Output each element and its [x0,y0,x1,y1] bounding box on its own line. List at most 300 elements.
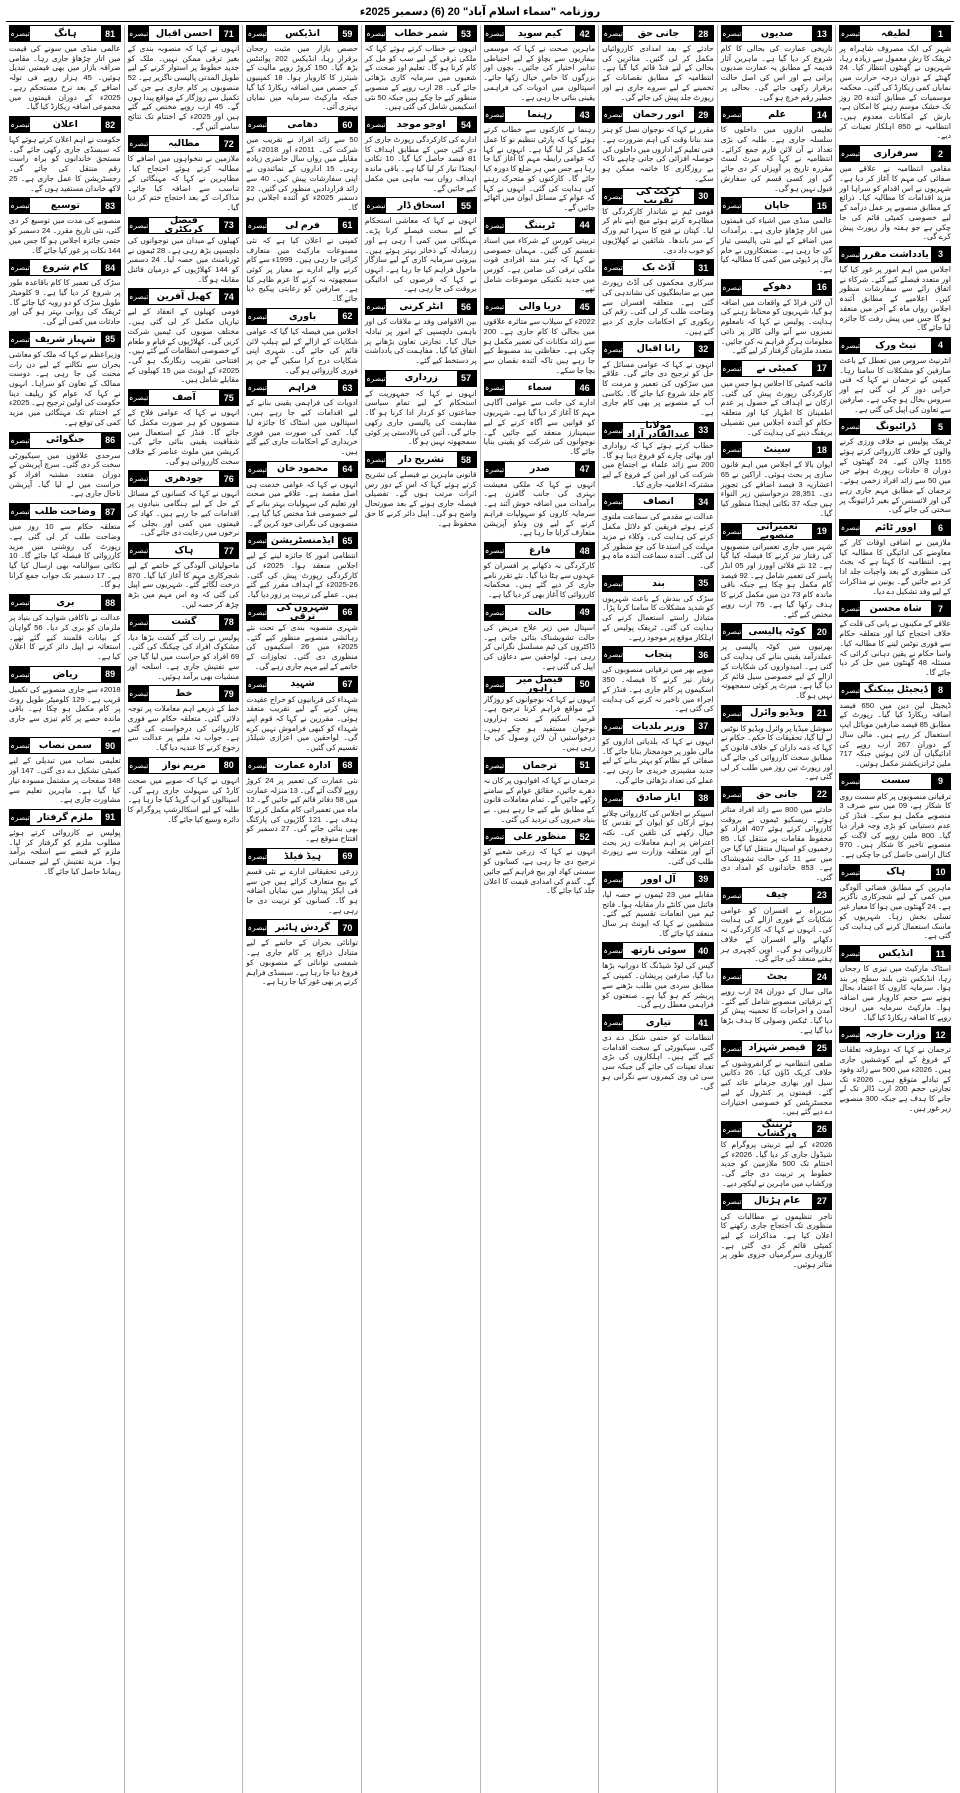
news-item-tag: تبصرہ [247,849,267,864]
news-item[interactable] [9,666,121,734]
news-item[interactable] [128,614,240,682]
news-item-title: کیم سوید [517,27,562,39]
news-item-title: ترجمان [522,759,557,771]
news-item-body: وزیراعظم نے کہا کہ ملک کو معاشی بحران سے نکالنے کے لیے دن رات محنت کی جا رہی ہے۔ دوست ممالک کے تعاون کو سراہا۔ انہوں نے کہا کہ عوام کو ریلیف دینا حکومت کی اولین ترجیح ہے۔ 2025ء کے اختتام تک مہنگائی میں مزید کمی کی توقع ہے۔ [9,349,121,427]
news-item-body: زرعی تحقیقاتی ادارے نے نئی قسم کے بیج متعارف کرائے ہیں جن سے فی ایکڑ پیداوار میں نمایاں اضافہ ہو گا۔ کسانوں کو تربیت دی جا رہی ہے۔ [246,866,358,915]
news-item[interactable] [246,461,358,529]
news-item[interactable] [246,919,358,987]
news-item[interactable] [721,705,833,782]
news-item-tag: تبصرہ [603,719,623,734]
news-item-header [128,288,240,305]
news-item-body: سربراہ نے افسران کو عوامی شکایات کے فوری ازالے کی ہدایت کی۔ انہوں نے کہا کہ کارکردگی نہ دکھانے والے افسران کے خلاف کارروائی ہو گی۔ اوپن کچہری ہر ہفتے منعقد کی جائے گی۔ [720,905,833,964]
news-item[interactable] [484,25,596,102]
news-item[interactable] [721,786,833,883]
news-item-body: کارکردگی نہ دکھانے پر افسران کو عہدوں سے ہٹا دیا گیا۔ نئے تقرر نامے جاری کر دیے گئے ہیں۔ محکمانہ کارروائی کا آغاز بھی کر دیا گیا ہے۔ [483,561,596,600]
news-item-title: زرداری [404,372,438,384]
news-item-title: حالت [527,606,552,618]
news-item[interactable] [602,575,714,643]
news-item[interactable] [839,337,951,414]
news-item-number: 87 [101,504,120,519]
news-item-tag: تبصرہ [485,462,505,477]
news-item[interactable] [9,737,121,805]
news-item-number: 22 [812,787,831,802]
news-item-title: سینٹ [763,444,791,456]
news-item-number: 79 [219,686,238,701]
news-item-header [9,737,121,754]
news-item-tag: تبصرہ [722,107,742,122]
news-item[interactable] [721,279,833,356]
news-item-tag: تبصرہ [247,605,267,620]
news-item-number: 17 [812,361,831,376]
news-item[interactable] [128,757,240,825]
news-item-title: اعلان [52,118,78,130]
news-item-header [721,968,833,985]
news-item-header [721,197,833,214]
news-item-body: ضلعی انتظامیہ نے گرانفروشوں کے خلاف کریک ڈاؤن کیا۔ 26 دکانیں سیل اور بھاری جرمانے عائد کیے گئے۔ قیمتوں پر کنٹرول کے لیے مجسٹریٹس کو خصوصی اختیارات دے دیے گئے ہیں۔ [720,1058,833,1117]
news-item-header [484,106,596,123]
news-item-number: 39 [694,872,713,887]
news-item[interactable] [839,864,951,941]
news-item-number: 67 [338,677,357,692]
news-item-title: سرفرازی [873,147,919,159]
news-item-header [602,871,714,888]
news-item-header [484,542,596,559]
news-item-number: 44 [575,218,594,233]
news-item-tag: تبصرہ [722,361,742,376]
news-item-header [839,682,951,699]
news-item-header [602,106,714,123]
news-item-title: توسیع [50,200,80,212]
news-item[interactable] [720,520,833,620]
news-item[interactable] [721,968,833,1036]
news-item-title: کوٹہ پالیسی [748,626,806,638]
news-item[interactable] [483,673,596,753]
news-item-title: بند [651,577,665,589]
news-item-number: 1 [931,26,950,41]
news-item-header [602,790,714,807]
news-item[interactable] [9,259,121,327]
news-item-title: عام ہڑتال [753,1195,801,1207]
news-item-number: 72 [219,136,238,151]
news-item-title: ملزم گرفتار [37,811,94,823]
news-item-header [9,503,121,520]
news-item-body: انہوں نے کہا کہ جمہوریت کے استحکام کے لیے تمام سیاسی جماعتوں کو کردار ادا کرنا ہو گا۔ مفاہمت کی پالیسی جاری رکھی جائے گی۔ آئین کی بالادستی پر کوئی سمجھوتہ نہیں ہو گا۔ [364,388,477,447]
news-item-header [839,337,951,354]
news-item[interactable] [246,308,358,376]
news-item-header [128,757,240,774]
news-item-number: 13 [812,26,831,41]
news-item-tag: تبصرہ [10,26,30,41]
columns-container [6,25,954,1793]
news-item[interactable] [839,246,951,333]
news-item[interactable] [484,298,596,375]
news-item-body: ترجمان نے کہا کہ افواہوں پر کان نہ دھرے جائیں، حقائق عوام کے سامنے رکھے جائیں گے۔ تمام معاملات قانون کے مطابق طے کیے جا رہے ہیں۔ بے بنیاد خبروں کی تردید کی گئی۔ [483,775,596,824]
news-item[interactable] [602,25,714,102]
news-item-header [246,919,358,936]
news-item[interactable] [484,828,596,896]
news-item-title: ریاض [52,668,79,680]
news-item-title: ویڈیو وائرل [750,707,805,719]
news-item[interactable] [602,259,714,336]
news-item-header [246,676,358,693]
news-item-body: انتظامات کو حتمی شکل دے دی گئی، سیکیورٹی کے سخت اقدامات کیے گئے ہیں۔ اہلکاروں کی بڑی تعداد تعینات کی جائے گی جبکہ سی سی ٹی وی کیمروں سے نگرانی ہو گی۔ [602,1033,714,1091]
news-item-header [9,331,121,348]
news-item[interactable] [721,623,833,700]
news-item-header [484,379,596,396]
news-item-number: 59 [338,26,357,41]
news-item[interactable] [602,185,714,256]
news-item[interactable] [128,389,240,466]
news-item-tag: تبصرہ [722,1194,742,1209]
news-item[interactable] [721,1040,833,1117]
news-item[interactable] [246,116,358,213]
news-item-title: مولانا عبدالقادر آزاد [626,419,690,441]
news-item-number: 40 [694,943,713,958]
news-item-body: انہوں نے کہا کہ منصوبہ بندی کے بغیر ترقی ممکن نہیں۔ ملک کو جدید خطوط پر استوار کرنے کے لیے طویل المدتی پالیسی ناگزیر ہے۔ 52 منصوبوں پر کام جاری ہے جن کی تکمیل سے روزگار کے مواقع پیدا ہوں گے۔ 45 ارب روپے مختص کیے گئے ہیں اور 2025ء کے اختتام تک نتائج سامنے آئیں گے۔ [127,44,240,131]
news-item[interactable] [9,503,121,590]
news-item-number: 18 [812,442,831,457]
news-item-body: حادثے میں 800 سے زائد افراد متاثر ہوئے۔ ریسکیو ٹیموں نے بروقت کارروائی کرتے ہوئے 407 افراد کو محفوظ مقامات پر منتقل کیا۔ 85 زخمیوں کو اسپتال منتقل کیا گیا جن میں سے 11 کی حالت تشویشناک ہے۔ 853 خاندانوں کو امداد دی گئی۔ [720,804,833,882]
news-item-header [9,197,121,214]
news-item-body: حکومت نے اہم اعلان کرتے ہوئے کہا کہ سبسڈی جاری رکھی جائے گی۔ مستحق خاندانوں کو براہ راست رقم منتقل کی جائے گی۔ رجسٹریشن کا عمل جاری ہے۔ 25 لاکھ خاندان مستفید ہوں گے۔ [9,135,121,193]
news-item-header [246,379,358,396]
news-item[interactable] [839,418,951,515]
news-item-tag: تبصرہ [129,218,149,233]
news-item-tag: تبصرہ [722,524,742,539]
news-item-header [721,623,833,640]
news-item-tag: تبصرہ [485,107,505,122]
news-item-tag: تبصرہ [366,299,386,314]
news-item-title: انڈیکس [285,27,320,39]
news-item-header [365,451,477,468]
news-item[interactable] [602,341,714,418]
news-item-body: تاجر تنظیموں نے مطالبات کی منظوری تک احتجاج جاری رکھنے کا اعلان کیا ہے۔ مذاکرات کے لیے کمیٹی قائم کر دی گئی ہے۔ کاروباری سرگرمیاں جزوی طور پر متاثر ہوئیں۔ [720,1211,833,1270]
news-item-title: انٹر کرنی [399,300,444,312]
news-item-tag: تبصرہ [840,774,860,789]
news-item-header [246,25,358,42]
news-item-number: 66 [338,605,357,620]
news-item-body: خط کے ذریعے اہم معاملات پر توجہ دلائی گئی۔ متعلقہ حکام سے فوری کارروائی کی درخواست کی گئی ہے۔ جواب نہ ملنے پر عدالت سے رجوع کرنے کا عندیہ دیا گیا۔ [127,704,240,753]
news-item-header [246,461,358,478]
news-item-tag: تبصرہ [840,26,860,41]
news-item-number: 50 [575,677,594,692]
news-item-tag: تبصرہ [840,601,860,616]
news-item[interactable] [246,532,358,600]
news-item-body: مالی سال کے دوران 24 ارب روپے کے ترقیاتی منصوبے شامل کیے گئے۔ آمدن و اخراجات کا تخمینہ پیش کر دیا گیا۔ ٹیکس وصولی کا ہدف بڑھا دیا گیا ہے۔ [720,987,833,1035]
news-item[interactable] [839,773,951,860]
news-item[interactable] [721,360,833,437]
news-item-title: نیٹ ورک [875,339,917,351]
news-item-tag: تبصرہ [10,117,30,132]
news-item-number: 9 [931,774,950,789]
news-item[interactable] [365,298,477,366]
news-item-tag: تبصرہ [129,615,149,630]
news-item-header [128,389,240,406]
news-item-number: 71 [219,26,238,41]
news-item-number: 45 [575,299,594,314]
news-item-tag: تبصرہ [485,299,505,314]
news-item[interactable] [602,493,714,570]
news-item-header [246,532,358,549]
news-item[interactable] [246,25,358,112]
news-item-number: 21 [812,706,831,721]
news-item-body: بین الاقوامی وفد نے ملاقات کی اور باہمی دلچسپی کے امور پر تبادلہ خیال کیا۔ تجارتی تعاون بڑھانے پر اتفاق کیا گیا۔ مفاہمت کی یادداشت پر دستخط کیے گئے۔ [364,317,477,365]
news-item[interactable] [484,604,596,672]
news-item-title: علم [768,109,786,121]
news-item[interactable] [602,646,714,714]
news-item[interactable] [9,331,121,428]
news-item-title: کرکٹ کی تقریب [636,185,681,207]
news-item-title: سست [881,775,911,787]
news-item-header [721,25,833,42]
news-item[interactable] [9,432,121,500]
news-item-body: ترقیاتی منصوبوں پر کام سست روی کا شکار ہے، 09 میں سے صرف 3 منصوبے مکمل ہو سکے۔ فنڈز کی عدم دستیابی کو بڑی وجہ قرار دیا گیا۔ 800 ملین روپے کی لاگت کے منصوبے تاخیر کا شکار ہیں۔ 970 کنال اراضی حاصل کی جا چکی ہے۔ [839,791,952,859]
news-item[interactable] [721,441,833,518]
news-item-header [484,757,596,774]
news-item[interactable] [602,790,714,867]
news-item-tag: تبصرہ [603,943,623,958]
news-item-title: فارغ [528,544,551,556]
news-item[interactable] [484,217,596,294]
news-item[interactable] [9,25,121,112]
news-item-number: 70 [338,920,357,935]
news-item[interactable] [602,718,714,786]
news-item[interactable] [246,676,358,753]
news-item-number: 89 [101,667,120,682]
news-item[interactable] [839,945,951,1022]
news-item[interactable] [127,214,240,285]
news-item[interactable] [9,197,121,255]
news-item-header [484,604,596,621]
news-item-number: 47 [575,462,594,477]
news-item-body: ڈیجیٹل لین دین میں 650 فیصد اضافہ ریکارڈ کیا گیا۔ رپورٹ کے مطابق 85 فیصد صارفین موبائل ایپ استعمال کر رہے ہیں۔ مالی سال کے دوران 267 ارب روپے کی ادائیگیاں آن لائن ہوئیں جبکہ 717 ملین ٹرانزیکشنز مکمل ہوئیں۔ [839,700,951,768]
news-item[interactable] [484,542,596,600]
news-item-tag: تبصرہ [247,758,267,773]
news-item-header [602,493,714,510]
news-item[interactable] [128,288,240,385]
news-item-number: 54 [457,117,476,132]
news-item-header [128,685,240,702]
news-item-title: دھامی [287,118,318,130]
news-item-title: ہانگ [54,27,77,39]
news-item-tag: تبصرہ [722,280,742,295]
news-item-title: مطالبہ [168,138,200,150]
news-item-body: اجلاس میں اہم امور پر غور کیا گیا اور متعدد فیصلے کیے گئے۔ شرکاء نے اتفاق رائے سے سفارشات منظور کیں۔ اعلامیے کے مطابق آئندہ اجلاس رواں ماہ کے آخر میں منعقد ہو گا جس میں پیش رفت کا جائزہ لیا جائے گا۔ [839,264,951,333]
news-item-title: گردش ہائبر [275,922,330,934]
news-item-number: 32 [694,342,713,357]
news-item-number: 53 [457,26,476,41]
news-item-number: 33 [694,423,713,438]
news-item[interactable] [602,942,714,1010]
news-item[interactable] [365,197,477,294]
news-item-header [9,25,121,42]
news-item-number: 24 [812,969,831,984]
news-item[interactable] [721,197,833,274]
news-item[interactable] [839,682,951,769]
news-item-body: 2018ء سے جاری منصوبے کی تکمیل قریب ہے۔ 129 کلومیٹر طویل روٹ پر کام مکمل ہو چکا ہے۔ باقی ماندہ حصے پر کام تیزی سے جاری ہے۔ [9,684,121,733]
news-item-tag: تبصرہ [366,198,386,213]
news-item[interactable] [9,809,121,877]
news-item-body: عدالت نے مقدمے کی سماعت ملتوی کرتے ہوئے فریقین کو دلائل مکمل کرنے کی ہدایت کی۔ وکلاء نے مزید مہلت کی استدعا کی جو منظور کر لی گئی۔ آئندہ سماعت آئندہ ماہ ہو گی۔ [602,512,714,571]
news-item-header [721,441,833,458]
news-item-number: 42 [575,26,594,41]
news-item-tag: تبصرہ [247,26,267,41]
news-item-title: وضاحت طلب [34,505,96,517]
news-item-tag: تبصرہ [840,1027,860,1042]
news-item[interactable] [484,106,596,212]
news-item-tag: تبصرہ [485,380,505,395]
news-item-number: 19 [812,524,831,539]
news-item[interactable] [721,25,833,102]
news-item[interactable] [484,461,596,538]
news-item-number: 31 [694,260,713,275]
news-item-tag: تبصرہ [10,260,30,275]
news-item-tag: تبصرہ [485,758,505,773]
news-item-tag: تبصرہ [840,865,860,880]
news-item-body: پولیس نے رات گئے گشت بڑھا دیا، مشکوک افراد کی چیکنگ کی گئی۔ 69 افراد کو حراست میں لیا گیا جن سے تفتیش جاری ہے۔ اسلحہ اور منشیات بھی برآمد ہوئیں۔ [127,632,240,681]
news-item-header [128,542,240,559]
news-item[interactable] [839,25,951,141]
news-item-number: 46 [575,380,594,395]
news-item-title: وزیر بلدیات [631,720,685,732]
news-item[interactable] [365,451,477,528]
news-item[interactable] [484,379,596,456]
news-item-tag: تبصرہ [485,677,505,692]
news-item-tag: تبصرہ [722,969,742,984]
news-item[interactable] [365,116,477,193]
news-item-number: 68 [338,758,357,773]
news-item-header [602,259,714,276]
news-item[interactable] [9,594,121,662]
news-item[interactable] [246,379,358,456]
news-item-number: 35 [694,576,713,591]
news-item-title: اوجو موجد [396,118,446,130]
news-item-tag: تبصرہ [247,218,267,233]
news-item-number: 16 [812,280,831,295]
news-item-title: شہباز شریف [35,333,96,345]
news-item[interactable] [721,1193,833,1270]
news-item[interactable] [602,419,714,490]
news-item-tag: تبصرہ [722,1122,742,1137]
news-item-body: تاریخی عمارت کی بحالی کا کام شروع کر دیا گیا ہے۔ ماہرین آثار قدیمہ کے مطابق یہ عمارت صدیوں پرانی ہے اور اس کی اصل حالت برقرار رکھی جائے گی۔ بحالی پر خطیر رقم خرچ ہو گی۔ [720,44,833,102]
news-item[interactable] [246,757,358,844]
news-item-header [721,106,833,123]
news-item[interactable] [246,217,358,304]
news-item-body: نئی عمارت کی تعمیر پر 24 کروڑ روپے لاگت آئے گی۔ 13 منزلہ عمارت میں 58 دفاتر قائم کیے جائیں گے۔ 12 ماہ میں تعمیراتی کام مکمل کرنے کا ہدف ہے۔ 121 گاڑیوں کی پارکنگ بھی بنائی جائے گی۔ 27 دسمبر کو افتتاح متوقع ہے۔ [246,775,358,844]
news-item-body: ادویات کی فراہمی یقینی بنانے کے لیے اقدامات کیے جا رہے ہیں۔ اسپتالوں میں اسٹاک کا جائزہ لیا گیا۔ کمی کی صورت میں فوری خریداری کے احکامات جاری کیے گئے ہیں۔ [246,398,358,456]
news-item-number: 65 [338,533,357,548]
news-item-number: 5 [931,419,950,434]
news-item-title: اسحاق ڈار [397,200,445,212]
news-item[interactable] [128,135,240,212]
news-item-title: وزارت خارجہ [865,1029,926,1041]
news-item-tag: تبصرہ [603,189,623,204]
news-item-number: 49 [575,605,594,620]
news-item[interactable] [721,106,833,193]
news-item-title: دریا والی [518,300,562,312]
news-item-number: 77 [219,543,238,558]
news-item-body: 50 سے زائد افراد نے تقریب میں شرکت کی۔ 2011ء اور 2018ء کے مقابلے میں رواں سال حاضری زیادہ رہی۔ 15 اداروں کے نمائندوں نے اپنی سفارشات پیش کیں۔ 40 سے زائد قراردادیں منظور کی گئیں۔ 22 دسمبر 2025ء کو آئندہ اجلاس ہو گا۔ [246,135,358,213]
news-item-body: انہوں نے کہا کہ عوامی خدمت ہی اصل مقصد ہے۔ علاقے میں صحت اور تعلیم کی سہولیات بہتر بنانے کے لیے خصوصی فنڈ مختص کیا گیا ہے۔ منصوبوں کی نگرانی خود کریں گے۔ [246,479,358,528]
news-item[interactable] [128,25,240,131]
news-item-body: ماہرین کے مطابق فضائی آلودگی میں کمی کے لیے شجرکاری ناگزیر ہے۔ 24 گھنٹوں میں ہوا کا معیار غیر تسلی بخش رہا۔ شہریوں کو ماسک استعمال کرنے کی ہدایت کی گئی ہے۔ [839,882,951,941]
news-item-title: تعمیراتی منصوبے [756,520,798,542]
news-item[interactable] [602,1014,714,1091]
news-item-header [602,575,714,592]
news-item-body: تربیتی کورس کے شرکاء میں اسناد تقسیم کی گئیں۔ مہمان خصوصی نے کہا کہ ہنر مند افرادی قوت ملکی ترقی کی ضامن ہے۔ کورس میں جدید تکنیکی موضوعات شامل تھے۔ [483,235,596,294]
news-item-body: قومی کھیلوں کے انعقاد کے لیے تیاریاں مکمل کر لی گئی ہیں۔ مختلف صوبوں کی ٹیمیں شرکت کریں گی۔ کھلاڑیوں کے قیام و طعام کے خصوصی انتظامات کیے گئے ہیں۔ افتتاحی تقریب رنگارنگ ہو گی۔ 2025ء کے ایونٹ میں 15 کھیلوں کے مقابلے شامل ہیں۔ [127,307,240,385]
news-item-number: 8 [931,683,950,698]
news-item-number: 83 [101,198,120,213]
news-item-title: رہنما [527,109,553,121]
news-item-number: 62 [338,309,357,324]
news-item-header [246,601,358,623]
news-item[interactable] [602,106,714,183]
news-item-number: 74 [219,289,238,304]
news-item[interactable] [839,600,951,677]
news-item[interactable] [484,757,596,825]
news-column [480,25,599,1793]
news-item-body: قانونی ماہرین نے فیصلے کی تشریح کرتے ہوئے کہا کہ اس کے دور رس اثرات مرتب ہوں گے۔ تفصیلی فیصلہ جاری ہونے کے بعد صورتحال واضح ہو گی۔ اپیل دائر کرنے کا حق محفوظ ہے۔ [364,470,477,528]
news-item-tag: تبصرہ [840,683,860,698]
news-item[interactable] [839,1026,951,1113]
news-item[interactable] [839,519,951,596]
news-item-tag: تبصرہ [129,136,149,151]
news-item[interactable] [720,1118,833,1189]
news-item-header [484,673,596,694]
news-item-tag: تبصرہ [603,107,623,122]
news-item[interactable] [246,848,358,916]
news-item-header [484,828,596,845]
news-item-body: منصوبے کی مدت میں توسیع کر دی گئی، نئی تاریخ مقرر۔ 24 دسمبر کو حتمی جائزہ اجلاس ہو گا جس میں 144 نکات پر غور کیا جائے گا۔ [9,216,121,255]
news-item-title: تیاری [645,1016,672,1028]
news-item-body: انہوں نے کہا کہ ملکی معیشت بہتری کی جانب گامزن ہے۔ برآمدات میں اضافہ خوش آئند ہے۔ سرمایہ کاروں کو سہولیات فراہم کرنے کے لیے ون ونڈو آپریشن متعارف کرایا جا رہا ہے۔ [483,479,596,538]
news-item-tag: تبصرہ [840,247,860,262]
news-item-body: پولیس نے کارروائی کرتے ہوئے مطلوب ملزم کو گرفتار کر لیا۔ ملزم کے قبضے سے اسلحہ برآمد ہوا۔ مزید تفتیش کے لیے جسمانی ریمانڈ حاصل کیا جائے گا۔ [9,827,121,876]
news-item[interactable] [128,685,240,753]
news-item[interactable] [839,145,951,242]
news-item-number: 43 [575,107,594,122]
news-item-body: انہوں نے کہا کہ عوامی مسائل کے حل کو ترجیح دی جائے گی۔ علاقے میں سڑکوں کی تعمیر و مرمت کا کام جلد شروع کیا جائے گا۔ نکاسی آب کے منصوبے پر بھی کام جاری ہے۔ [602,359,714,418]
news-item-tag: تبصرہ [129,686,149,701]
news-item-header [839,864,951,881]
news-item-header [839,519,951,536]
news-item-header [721,887,833,904]
news-item-header [128,470,240,487]
news-item-header [721,360,833,377]
news-item-title: رانا اقبال [636,343,681,355]
news-item[interactable] [128,542,240,610]
news-item-header [128,214,240,236]
news-item[interactable] [9,116,121,193]
news-item[interactable] [128,470,240,538]
news-item-number: 86 [101,433,120,448]
news-item-number: 55 [457,198,476,213]
news-item[interactable] [602,871,714,939]
news-item-body: ٹریفک پولیس نے خلاف ورزی کرنے والوں کے خلاف کارروائی کرتے ہوئے 1155 چالان کیے۔ 24 گھنٹوں کے دوران 8 حادثات رپورٹ ہوئے جن میں 50 سے زائد افراد زخمی ہوئے۔ ترجمان کے مطابق مہم جاری رہے گی اور لائسنس کے بغیر ڈرائیونگ پر سختی کی جائے گی۔ [839,437,952,515]
news-item-header [365,25,477,42]
news-item-body: اسٹاک مارکیٹ میں تیزی کا رجحان رہا، انڈیکس نئی بلند سطح پر بند ہوا۔ سرمایہ کاروں کا اعتماد بحال ہونے سے حجم کاروبار میں اضافہ ہوا۔ مارکیٹ سرمایہ میں اربوں روپے کا اضافہ ریکارڈ کیا گیا۔ [839,964,951,1022]
news-item[interactable] [365,25,477,112]
news-item-tag: تبصرہ [840,520,860,535]
news-item-tag: تبصرہ [840,419,860,434]
news-item-tag: تبصرہ [366,117,386,132]
news-item-tag: تبصرہ [840,146,860,161]
news-item[interactable] [246,601,358,672]
news-item[interactable] [365,370,477,447]
news-item-body: انٹرنیٹ سروس میں تعطل کے باعث صارفین کو مشکلات کا سامنا رہا۔ کمپنی کے ترجمان نے کہا کہ فنی خرابی دور کر لی گئی ہے اور سروس بحال ہو چکی ہے۔ صارفین سے تعاون کی اپیل کی گئی ہے۔ [839,355,951,414]
news-item[interactable] [721,887,833,964]
